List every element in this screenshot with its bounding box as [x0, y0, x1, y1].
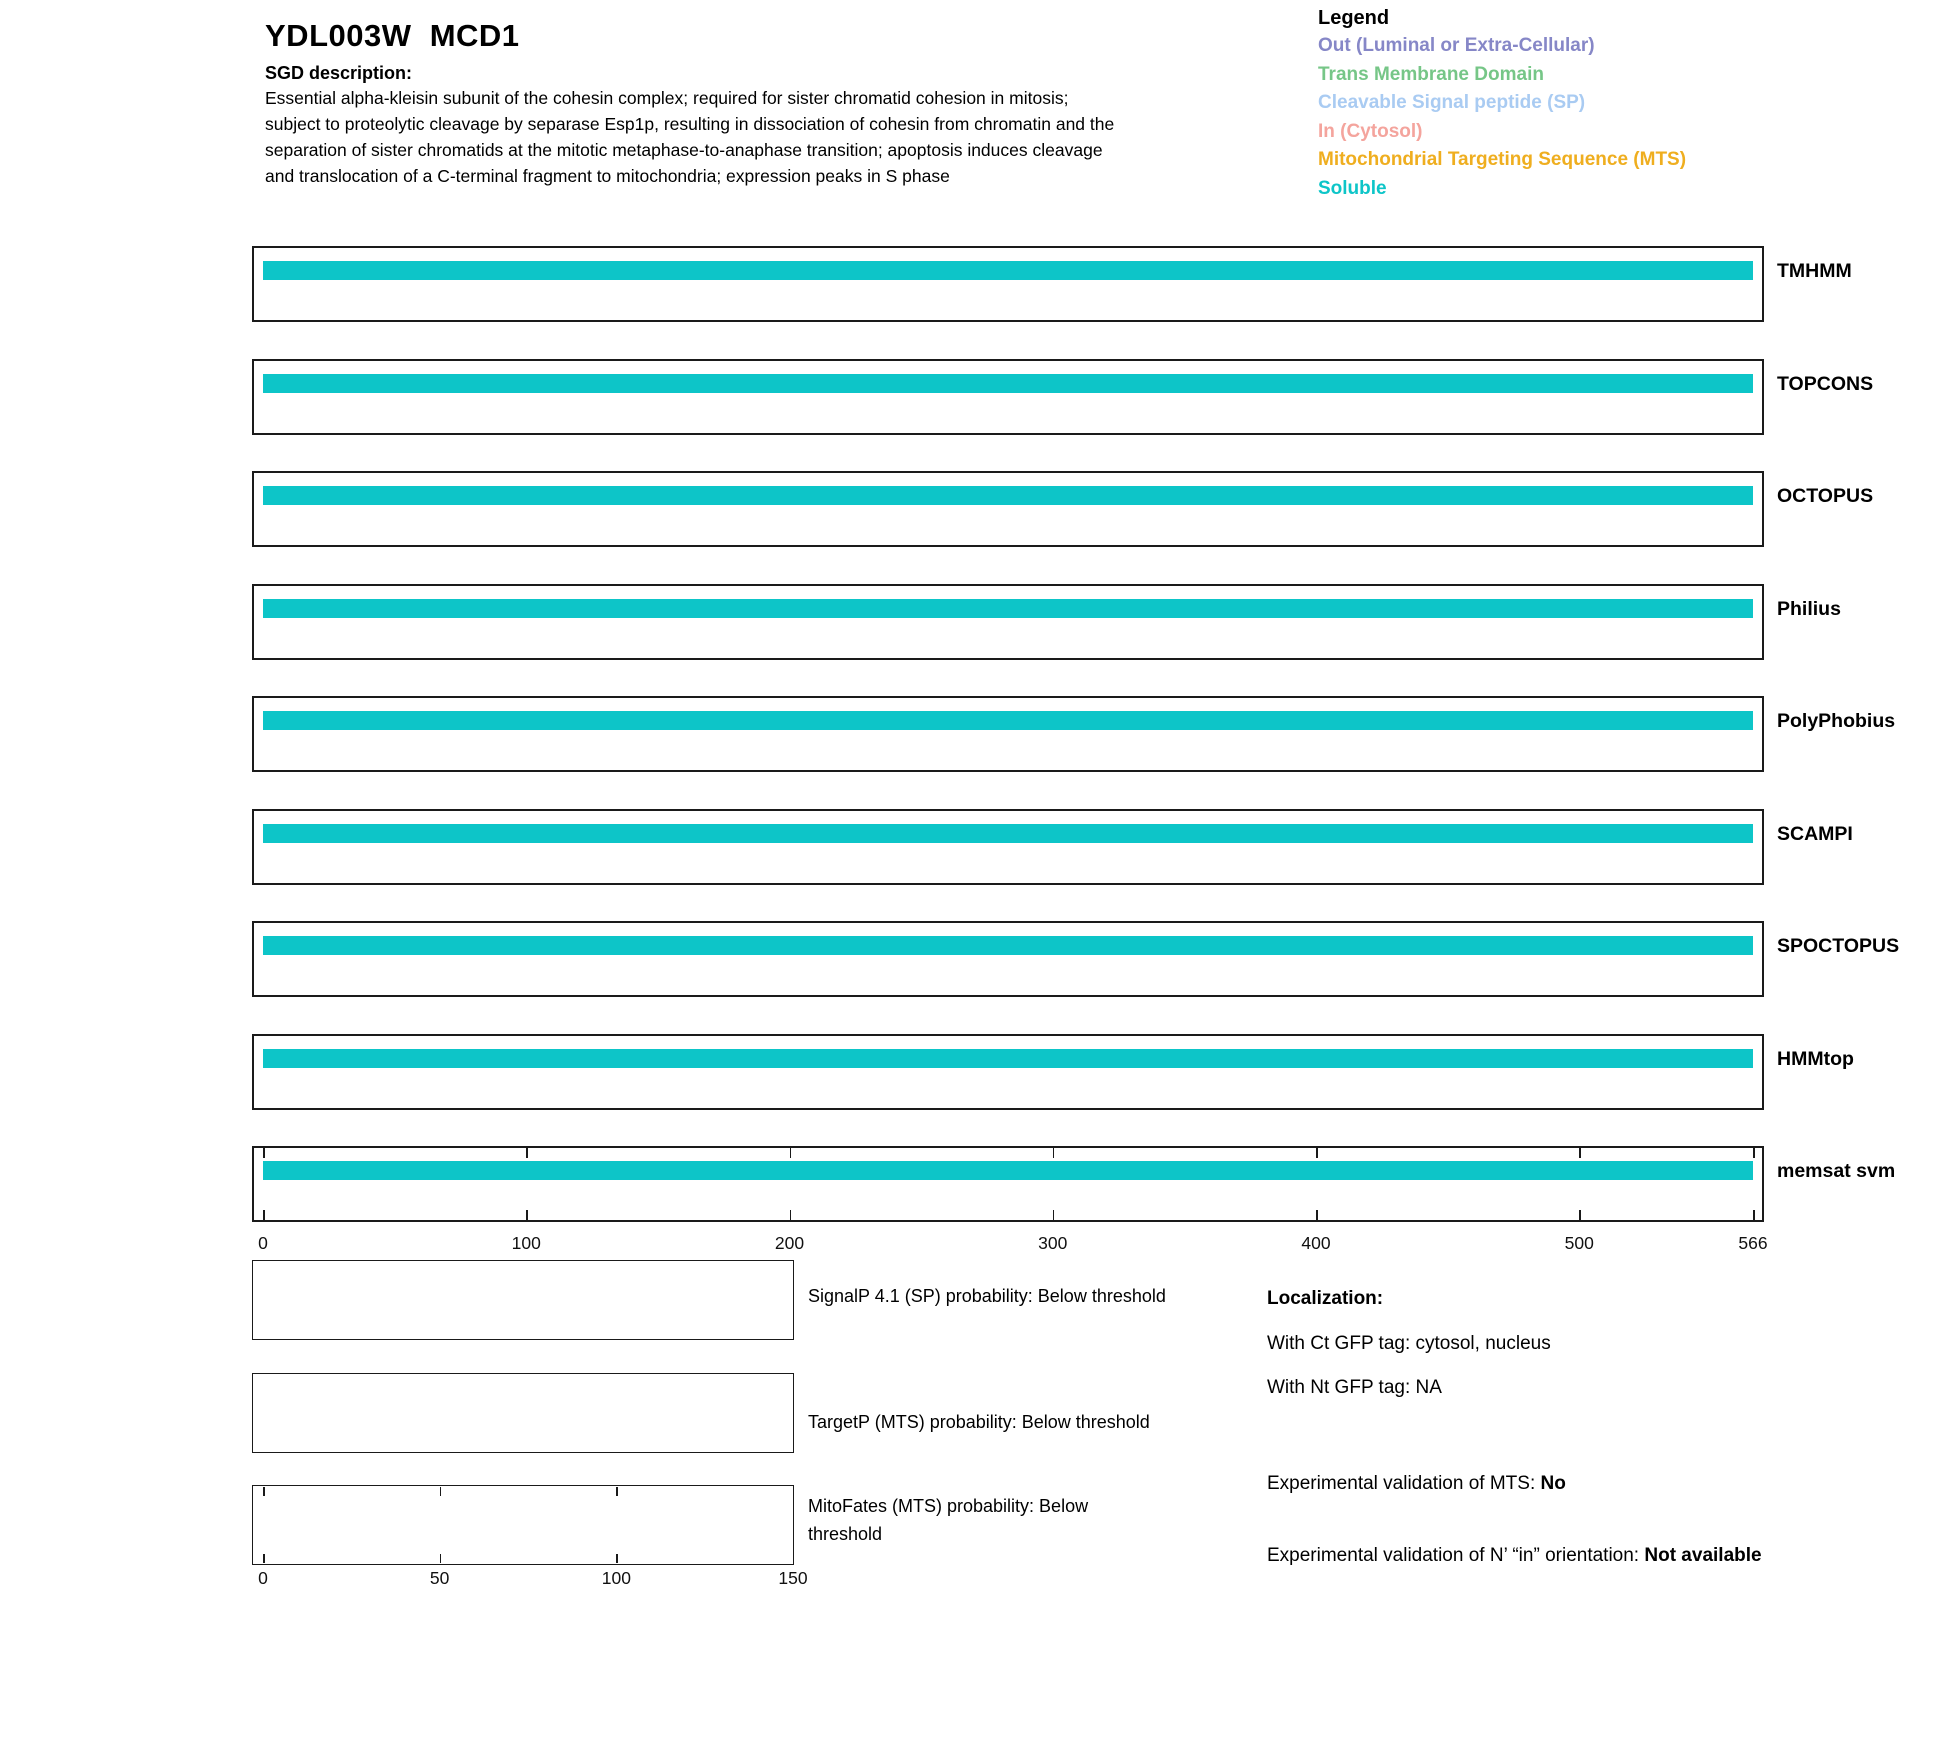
track-label: SPOCTOPUS [1777, 935, 1900, 957]
axis-tick-label: 400 [1301, 1233, 1331, 1253]
nt-gfp-localization: With Nt GFP tag: NA [1267, 1377, 1442, 1398]
probability-plot-box [252, 1373, 794, 1453]
probability-plot-label: TargetP (MTS) probability: Below threshold [808, 1412, 1150, 1432]
axis-tick-bottom [1753, 1210, 1755, 1220]
axis-tick-bottom [1316, 1210, 1318, 1220]
sub-axis-tick-label: 150 [778, 1568, 808, 1588]
soluble-segment-bar [263, 261, 1753, 280]
axis-tick-bottom [263, 1210, 265, 1220]
axis-tick-top [526, 1148, 528, 1158]
ct-gfp-localization: With Ct GFP tag: cytosol, nucleus [1267, 1333, 1551, 1354]
legend [1318, 4, 1686, 203]
probability-plot-box [252, 1485, 794, 1565]
sub-axis-tick-bottom [616, 1554, 618, 1563]
soluble-segment-bar [263, 711, 1753, 730]
track-plot-box [252, 809, 1764, 885]
axis-tick-bottom [1053, 1210, 1055, 1220]
legend-items [1318, 32, 1686, 203]
soluble-segment-bar [263, 374, 1753, 393]
mts-validation [1267, 1468, 1566, 1499]
axis-tick-top [1753, 1148, 1755, 1158]
track-plot-box [252, 359, 1764, 435]
track-label: OCTOPUS [1777, 485, 1874, 507]
track-label: HMMtop [1777, 1047, 1854, 1070]
track-plot-box [252, 471, 1764, 547]
probability-plot-box [252, 1260, 794, 1340]
sub-axis-tick-top [263, 1487, 265, 1496]
axis-tick-label: 500 [1564, 1233, 1594, 1253]
axis-tick-top [790, 1148, 792, 1158]
sub-axis-tick-bottom [263, 1554, 265, 1563]
legend-title: Legend [1318, 7, 1390, 29]
soluble-segment-bar [263, 1049, 1753, 1068]
soluble-segment-bar [263, 599, 1753, 618]
legend-item-3: Cleavable Signal peptide (SP) [1318, 92, 1586, 113]
legend-item-6: Soluble [1318, 177, 1387, 199]
page-title: YDL003W MCD1 [265, 18, 520, 53]
axis-tick-top [1579, 1148, 1581, 1158]
probability-plot-label: MitoFates (MTS) probability: Below threshold [808, 1496, 1089, 1544]
track-label: memsat svm [1777, 1160, 1896, 1182]
legend-item-5: Mitochondrial Targeting Sequence (MTS) [1318, 149, 1687, 170]
track-label: TOPCONS [1777, 372, 1874, 395]
track-plot-box [252, 1146, 1764, 1222]
track-plot-box [252, 921, 1764, 997]
soluble-segment-bar [263, 824, 1753, 843]
soluble-segment-bar [263, 486, 1753, 505]
track-label: PolyPhobius [1777, 710, 1896, 732]
track-plot-box [252, 1034, 1764, 1110]
axis-tick-top [263, 1148, 265, 1158]
legend-item-2: Trans Membrane Domain [1318, 63, 1544, 85]
localization-heading: Localization: [1267, 1288, 1384, 1309]
axis-tick-top [1316, 1148, 1318, 1158]
track-label: Philius [1777, 597, 1841, 620]
legend-item-4: In (Cytosol) [1318, 120, 1423, 142]
mts-validation-value: No [1540, 1473, 1566, 1494]
sub-axis-tick-top [616, 1487, 618, 1496]
track-plot-box [252, 696, 1764, 772]
axis-tick-bottom [1579, 1210, 1581, 1220]
sgd-description-text: Essential alpha-kleisin subunit of the cohesin complex; required for sister chromatid cohesion in mitosis; subject to proteolytic cleavage by separase Esp1p, resulting in dissociation of cohesin from chromatin and the separation of sister chromatids at the mitotic metaphase-to-anaphase transition; apoptosis induces cleavage and translocation of a C-terminal fragment to mitochondria; expression peaks in S phase [265, 88, 1115, 186]
sub-axis-tick-bottom [440, 1554, 442, 1563]
sgd-description-heading: SGD description: [265, 63, 413, 83]
axis-tick-label: 300 [1038, 1233, 1068, 1253]
probability-plot-label: SignalP 4.1 (SP) probability: Below threshold [808, 1286, 1166, 1306]
soluble-segment-bar [263, 1161, 1753, 1180]
sub-axis-tick-top [440, 1487, 442, 1496]
axis-tick-top [1053, 1148, 1055, 1158]
axis-tick-bottom [790, 1210, 792, 1220]
orientation-validation-value: Not available [1644, 1545, 1762, 1566]
track-label: TMHMM [1777, 260, 1852, 282]
axis-tick-label: 0 [258, 1233, 268, 1253]
sub-axis-tick-label: 50 [429, 1568, 450, 1588]
sub-axis-tick-label: 0 [258, 1568, 268, 1588]
orientation-validation [1267, 1540, 1857, 1571]
axis-tick-label: 200 [774, 1233, 805, 1253]
track-plot-box [252, 584, 1764, 660]
axis-tick-label: 100 [511, 1233, 541, 1253]
mts-validation-label: Experimental validation of MTS: [1267, 1473, 1541, 1494]
sub-axis-tick-label: 100 [601, 1568, 631, 1588]
soluble-segment-bar [263, 936, 1753, 955]
track-plot-box [252, 246, 1764, 322]
legend-item-1: Out (Luminal or Extra-Cellular) [1318, 35, 1595, 56]
axis-tick-label: 566 [1738, 1233, 1768, 1253]
axis-tick-bottom [526, 1210, 528, 1220]
track-label: SCAMPI [1777, 822, 1853, 845]
orientation-validation-label: Experimental validation of N’ “in” orientation: [1267, 1545, 1645, 1566]
